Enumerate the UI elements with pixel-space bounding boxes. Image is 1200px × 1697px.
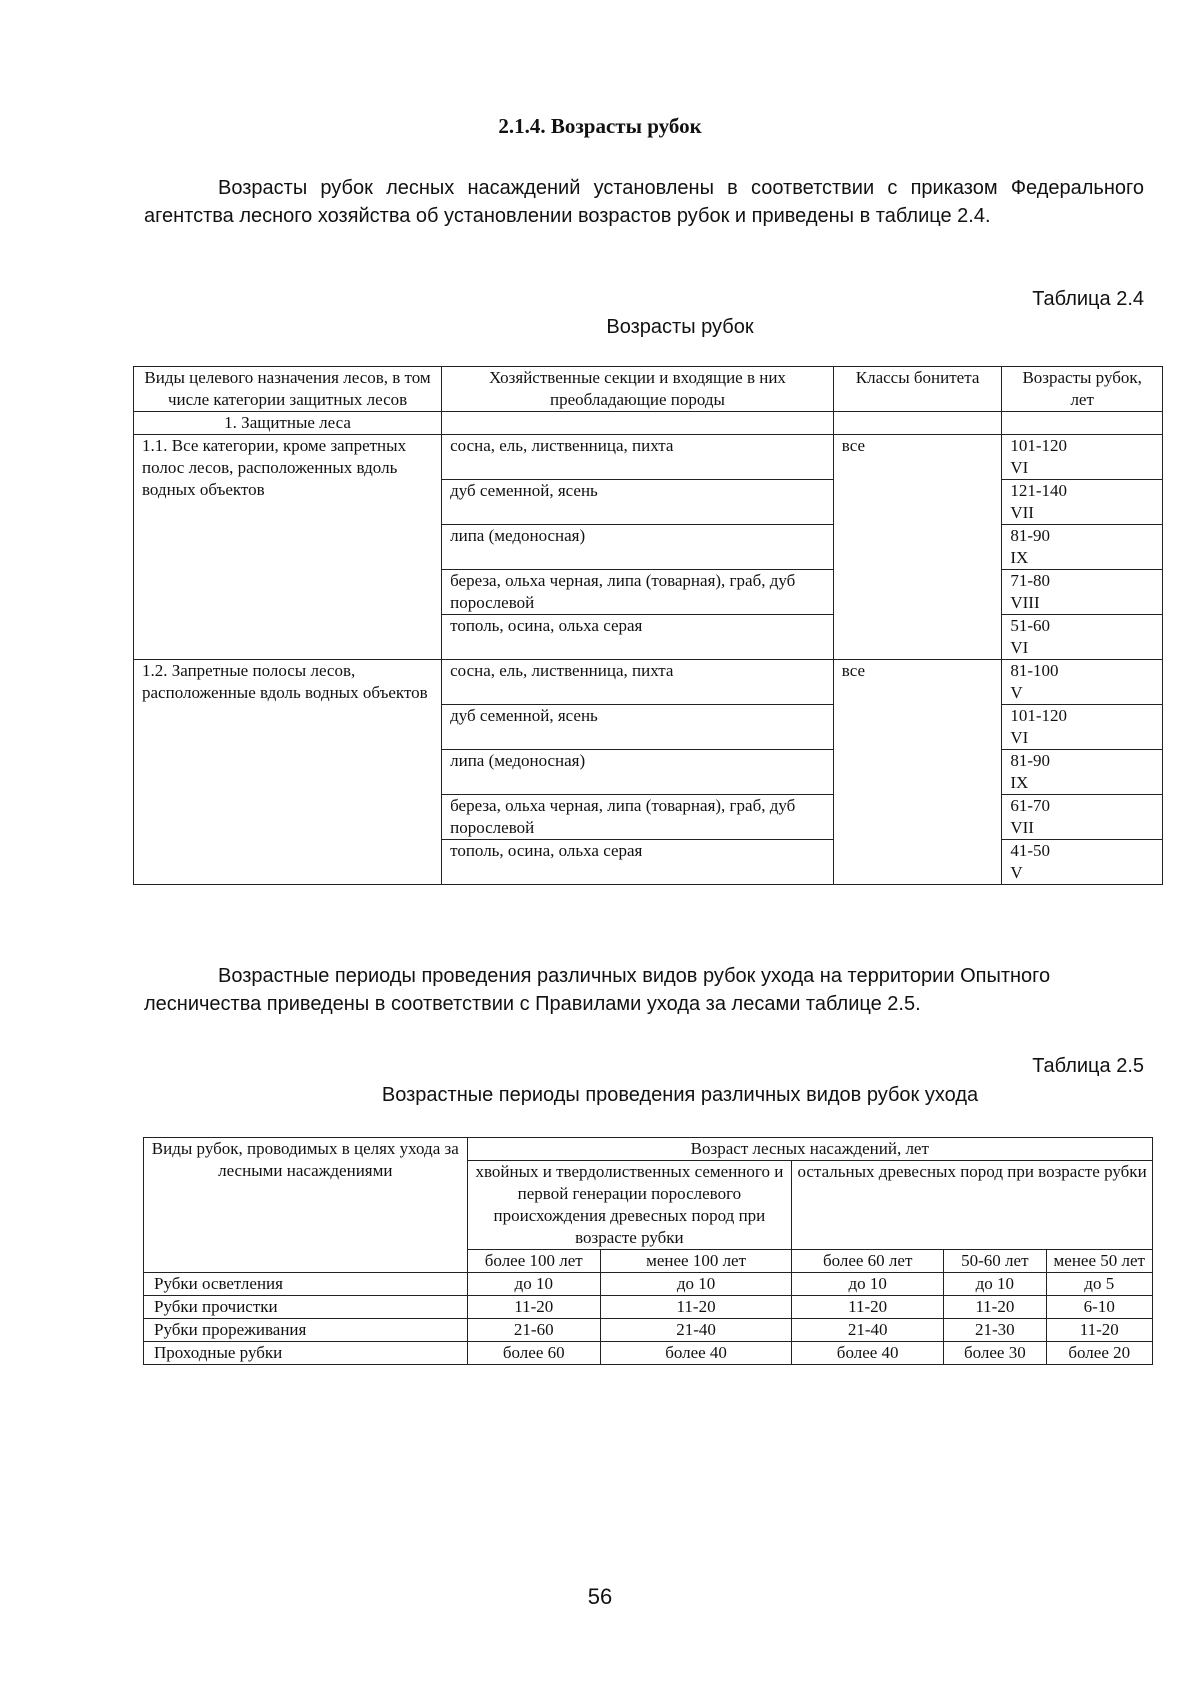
species-cell: тополь, осина, ольха серая	[442, 840, 834, 885]
age-class: VI	[1010, 728, 1029, 747]
value-cell: более 40	[792, 1342, 944, 1365]
age-range: 121-140	[1010, 481, 1068, 500]
category-cell: 1.1. Все категории, кроме запретных полос лесов, расположенных вдоль водных объектов	[134, 435, 442, 660]
page-number: 56	[587, 1584, 613, 1609]
empty-cell	[442, 412, 834, 435]
cutting-name: Рубки прочистки	[144, 1296, 468, 1319]
species-cell: береза, ольха черная, липа (товарная), граб, дуб порослевой	[442, 795, 834, 840]
header-species: Хозяйственные секции и входящие в них преобладающие породы	[442, 367, 834, 412]
value-cell: более 30	[944, 1342, 1046, 1365]
age-cell	[1002, 525, 1163, 570]
empty-cell	[1002, 412, 1163, 435]
species-cell: липа (медоносная)	[442, 525, 834, 570]
value-cell: более 60	[467, 1342, 600, 1365]
age-range: 61-70	[1010, 796, 1051, 815]
value-cell: 11-20	[944, 1296, 1046, 1319]
subheader-cell: 50-60 лет	[944, 1250, 1046, 1273]
age-range: 101-120	[1010, 706, 1068, 725]
table-row	[144, 1319, 1153, 1342]
value-cell: до 10	[467, 1273, 600, 1296]
table-2-5-number: Таблица 2.5	[1032, 1055, 1144, 1077]
value-cell: до 10	[600, 1273, 791, 1296]
table-2-4-number: Таблица 2.4	[1032, 288, 1144, 310]
age-cell	[1002, 705, 1163, 750]
table-2-5-title: Возрастные периоды проведения различных видов рубок ухода	[381, 1084, 979, 1106]
age-class: VI	[1010, 458, 1029, 477]
age-cell	[1002, 840, 1163, 885]
age-range: 81-90	[1010, 526, 1051, 545]
age-class: V	[1010, 863, 1023, 882]
header-other-species: остальных древесных пород при возрасте рубки	[792, 1161, 1153, 1250]
header-category: Виды целевого назначения лесов, в том числе категории защитных лесов	[134, 367, 442, 412]
header-bonitet: Классы бонитета	[833, 367, 1002, 412]
value-cell: более 20	[1046, 1342, 1153, 1365]
age-class: IX	[1010, 548, 1029, 567]
value-cell: 11-20	[467, 1296, 600, 1319]
table-row	[134, 435, 1163, 480]
table-group-row	[134, 412, 1163, 435]
age-class: VI	[1010, 638, 1029, 657]
cutting-name: Проходные рубки	[144, 1342, 468, 1365]
table-2-4-title: Возрасты рубок	[606, 316, 754, 338]
bonitet-cell: все	[833, 660, 1002, 885]
cutting-name: Рубки прореживания	[144, 1319, 468, 1342]
value-cell: 21-60	[467, 1319, 600, 1342]
table-header-row	[134, 367, 1163, 412]
value-cell: до 10	[792, 1273, 944, 1296]
subheader-cell: более 100 лет	[467, 1250, 600, 1273]
subheader-cell: более 60 лет	[792, 1250, 944, 1273]
species-cell: дуб семенной, ясень	[442, 705, 834, 750]
age-cell	[1002, 795, 1163, 840]
species-cell: сосна, ель, лиственница, пихта	[442, 660, 834, 705]
age-cell	[1002, 750, 1163, 795]
table-row	[144, 1296, 1153, 1319]
value-cell: 11-20	[1046, 1319, 1153, 1342]
paragraph-periods: Возрастные периоды проведения различных видов рубок ухода на территории Опытного лесничества приведены в соответствии с Правилами ухода за лесами таблице 2.5.	[144, 965, 1051, 1015]
subheader-cell: менее 50 лет	[1046, 1250, 1153, 1273]
value-cell: 21-40	[600, 1319, 791, 1342]
table-row	[144, 1342, 1153, 1365]
value-cell: 21-30	[944, 1319, 1046, 1342]
species-cell: береза, ольха черная, липа (товарная), граб, дуб порослевой	[442, 570, 834, 615]
age-range: 41-50	[1010, 841, 1051, 860]
value-cell: более 40	[600, 1342, 791, 1365]
age-cell	[1002, 615, 1163, 660]
table-row	[134, 660, 1163, 705]
age-cell	[1002, 570, 1163, 615]
age-class: V	[1010, 683, 1023, 702]
age-range: 81-90	[1010, 751, 1051, 770]
age-class: VII	[1010, 503, 1034, 522]
table-row	[144, 1273, 1153, 1296]
age-range: 51-60	[1010, 616, 1051, 635]
table-header-row	[144, 1138, 1153, 1161]
age-class: VII	[1010, 818, 1034, 837]
bonitet-cell: все	[833, 435, 1002, 660]
age-class: VIII	[1010, 593, 1040, 612]
header-age: Возрасты рубок, лет	[1002, 367, 1163, 412]
species-cell: дуб семенной, ясень	[442, 480, 834, 525]
category-cell: 1.2. Запретные полосы лесов, расположенные вдоль водных объектов	[134, 660, 442, 885]
age-range: 81-100	[1010, 661, 1059, 680]
age-class: IX	[1010, 773, 1029, 792]
age-cell	[1002, 660, 1163, 705]
value-cell: 6-10	[1046, 1296, 1153, 1319]
group-label: 1. Защитные леса	[134, 412, 442, 435]
empty-cell	[833, 412, 1002, 435]
header-conifer: хвойных и твердолиственных семенного и первой генерации порослевого происхождения древесных пород при возрасте рубки	[467, 1161, 792, 1250]
value-cell: до 5	[1046, 1273, 1153, 1296]
subheader-cell: менее 100 лет	[600, 1250, 791, 1273]
table-2-5	[143, 1137, 1153, 1365]
age-range: 71-80	[1010, 571, 1051, 590]
species-cell: сосна, ель, лиственница, пихта	[442, 435, 834, 480]
species-cell: липа (медоносная)	[442, 750, 834, 795]
section-title: 2.1.4. Возрасты рубок	[498, 114, 702, 138]
table-2-4	[133, 366, 1163, 885]
value-cell: до 10	[944, 1273, 1046, 1296]
value-cell: 21-40	[792, 1319, 944, 1342]
paragraph-intro: Возрасты рубок лесных насаждений установлены в соответствии с приказом Федерального агентства лесного хозяйства об установлении возрастов рубок и приведены в таблице 2.4.	[144, 177, 1144, 227]
species-cell: тополь, осина, ольха серая	[442, 615, 834, 660]
header-cutting-type: Виды рубок, проводимых в целях ухода за лесными насаждениями	[144, 1138, 468, 1273]
age-cell	[1002, 435, 1163, 480]
value-cell: 11-20	[792, 1296, 944, 1319]
age-cell	[1002, 480, 1163, 525]
value-cell: 11-20	[600, 1296, 791, 1319]
age-range: 101-120	[1010, 436, 1068, 455]
cutting-name: Рубки осветления	[144, 1273, 468, 1296]
header-age-group: Возраст лесных насаждений, лет	[467, 1138, 1152, 1161]
